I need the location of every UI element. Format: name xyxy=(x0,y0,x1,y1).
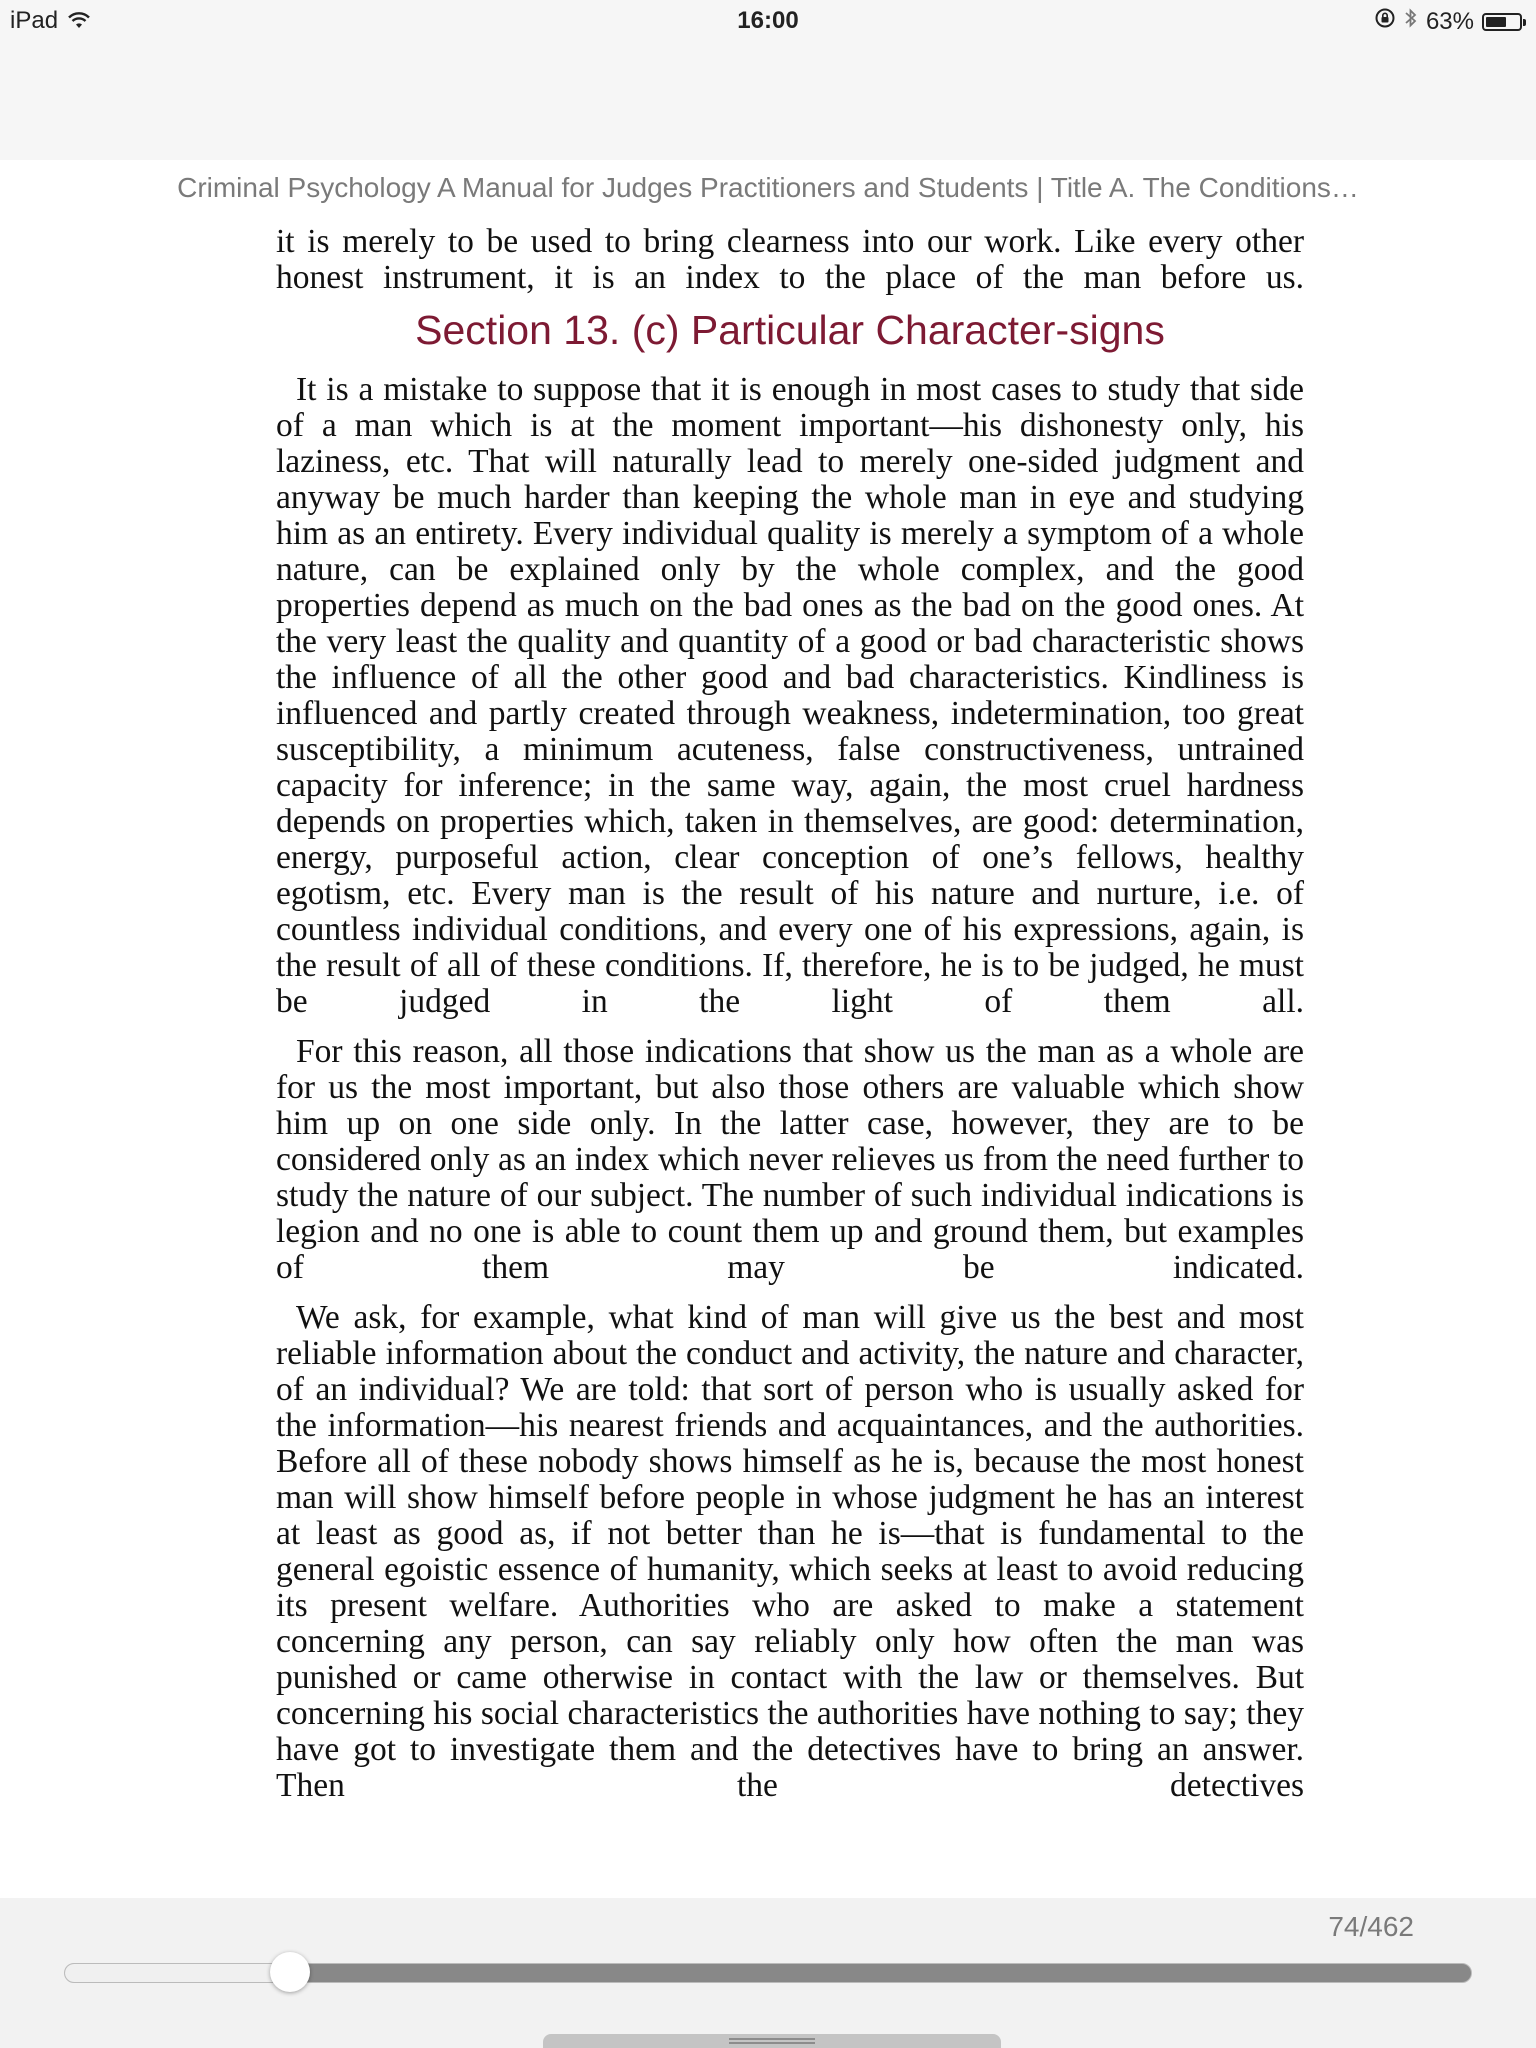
book-running-header[interactable]: Criminal Psychology A Manual for Judges Practitioners and Students | Title A. The Conditions… xyxy=(177,172,1359,203)
drawer-handle[interactable] xyxy=(543,2034,1001,2048)
page-scrubber-thumb[interactable] xyxy=(270,1952,310,1992)
page-content[interactable] xyxy=(276,224,1304,1804)
bluetooth-icon xyxy=(1404,7,1418,36)
page-counter: 74/462 xyxy=(1328,1911,1414,1942)
grip-icon xyxy=(729,2038,815,2044)
battery-level-fill xyxy=(1486,17,1506,27)
status-time: 16:00 xyxy=(737,7,799,34)
status-bar xyxy=(0,0,1536,42)
battery-percent: 63% xyxy=(1425,7,1474,35)
body-paragraph: We ask, for example, what kind of man will give us the best and most reliable information about the conduct and activity, the nature and character, of an individual? We are told: that sort of person who is usually asked for the information—his nearest friends and acquaintances, and the authorities. Before all of these nobody shows himself as he is, because the most honest man will show himself before people in whose judgment he has an interest at least as good as, if not better than he is—that is fundamental to the general egoistic essence of humanity, which seeks at least to avoid reducing its present welfare. Authorities who are asked to make a statement concerning any person, can say reliably only how often the man was punished or came otherwise in contact with the law or themselves. But concerning his social characteristics the authorities have nothing to say; they have got to investigate them and the detectives have to bring an answer. Then the detectives xyxy=(276,1299,1304,1804)
device-name: iPad xyxy=(10,7,59,34)
battery-icon xyxy=(1482,13,1522,31)
body-paragraph: For this reason, all those indications that show us the man as a whole are for us the most important, but also those others are valuable which show him up on one side only. In the latter case, however, they are to be considered only as an index which never relieves us from the need further to study the nature of our subject. The number of such individual indications is legion and no one is able to count them up and ground them, but examples of them may be indicated. xyxy=(276,1033,1304,1286)
section-heading: Section 13. (c) Particular Character-signs xyxy=(415,307,1165,353)
body-paragraph: It is a mistake to suppose that it is enough in most cases to study that side of a man which is at the moment important—his dishonesty only, his laziness, etc. That will naturally lead to merely one-sided judgment and anyway be much harder than keeping the whole man in eye and studying him as an entirety. Every individual quality is merely a symptom of a whole nature, can be explained only by the whole complex, and the good properties depend as much on the bad ones as the bad on the good ones. At the very least the quality and quantity of a good or bad characteristic shows the influence of all the other good and bad characteristics. Kindliness is influenced and partly created through weakness, indetermination, too great susceptibility, a minimum acuteness, false constructiveness, untrained capacity for inference; in the same way, again, the most cruel hardness depends on properties which, taken in themselves, are good: determination, energy, purposeful action, clear conception of one’s fellows, healthy egotism, etc. Every man is the result of his nature and nurture, i.e. of countless individual conditions, and every one of his expressions, again, is the result of all of these conditions. If, therefore, he is to be judged, he must be judged in the light of them all. xyxy=(276,371,1304,1020)
continued-paragraph: it is merely to be used to bring clearness into our work. Like every other honest instrument, it is an index to the place of the man before us. xyxy=(276,223,1304,296)
status-bar-right xyxy=(1374,7,1522,36)
orientation-lock-icon xyxy=(1374,7,1396,36)
page-scrubber-read-portion xyxy=(65,1964,291,1982)
